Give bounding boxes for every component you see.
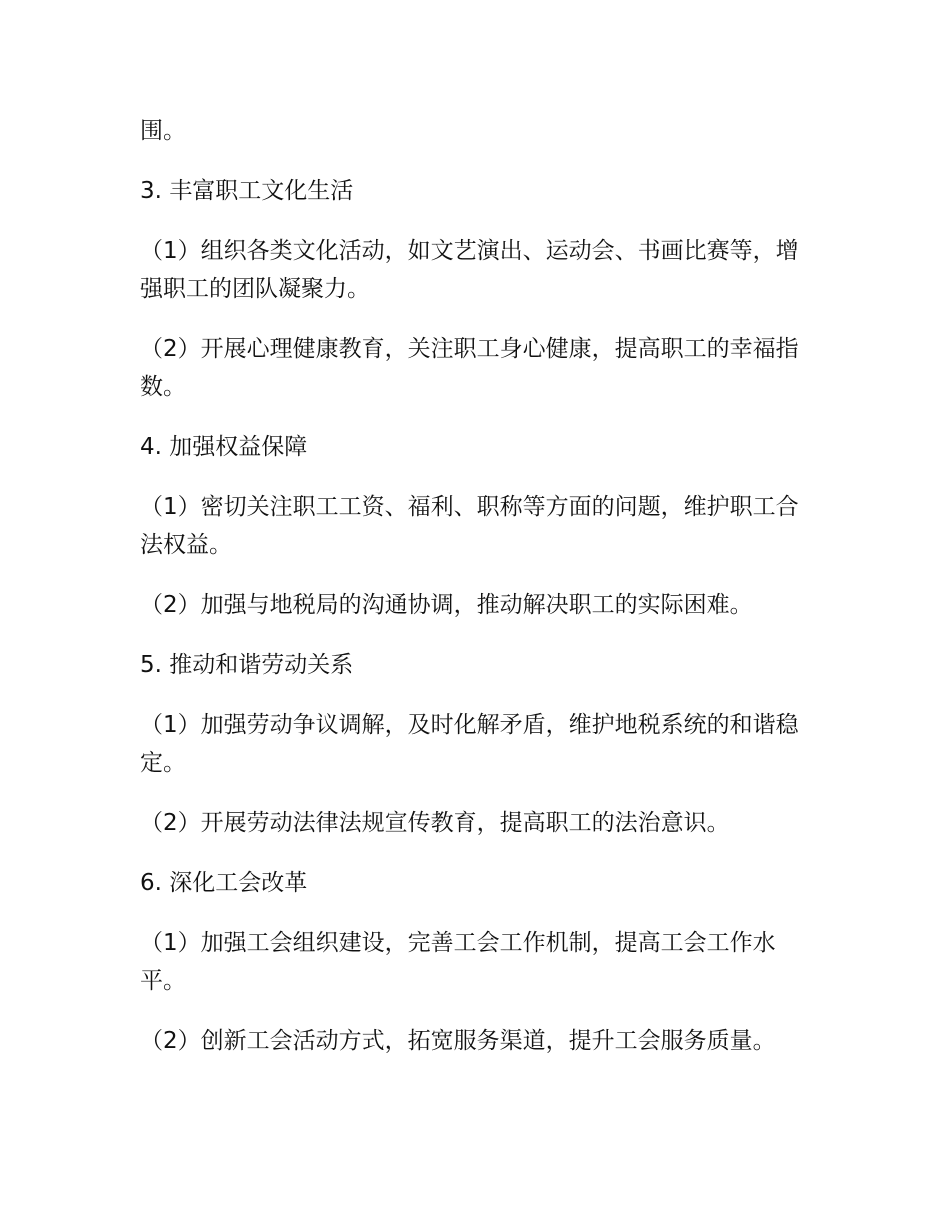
document-body <box>140 112 820 1082</box>
list-item: （1）加强工会组织建设，完善工会工作机制，提高工会工作水平。 <box>140 930 776 994</box>
list-item: （1）组织各类文化活动，如文艺演出、运动会、书画比赛等，增强职工的团队凝聚力。 <box>140 238 799 302</box>
list-item: （2）开展心理健康教育，关注职工身心健康，提高职工的幸福指数。 <box>140 336 799 400</box>
section-heading-4: 4. 加强权益保障 <box>140 434 308 460</box>
section-heading-6: 6. 深化工会改革 <box>140 870 308 896</box>
section-heading-3: 3. 丰富职工文化生活 <box>140 178 354 204</box>
list-item: （1）加强劳动争议调解，及时化解矛盾，维护地税系统的和谐稳定。 <box>140 712 799 776</box>
list-item: （2）创新工会活动方式，拓宽服务渠道，提升工会服务质量。 <box>140 1028 776 1054</box>
list-item: （2）加强与地税局的沟通协调，推动解决职工的实际困难。 <box>140 592 753 618</box>
paragraph-continuation: 围。 <box>140 118 186 144</box>
list-item: （2）开展劳动法律法规宣传教育，提高职工的法治意识。 <box>140 810 730 836</box>
section-heading-5: 5. 推动和谐劳动关系 <box>140 652 354 678</box>
list-item: （1）密切关注职工工资、福利、职称等方面的问题，维护职工合法权益。 <box>140 494 799 558</box>
